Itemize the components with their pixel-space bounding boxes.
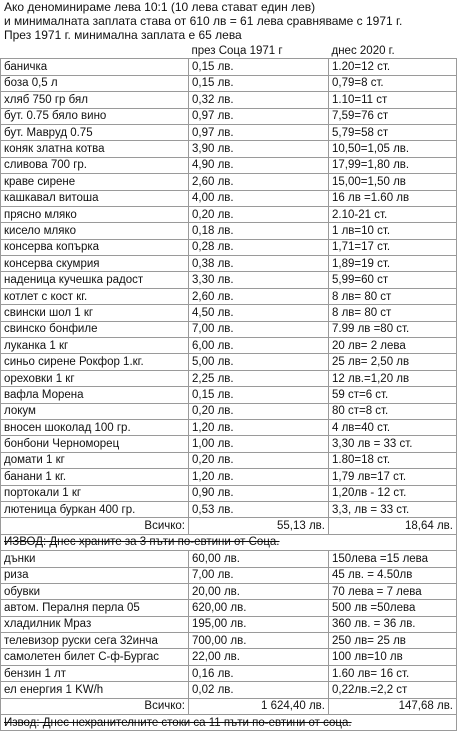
item-name: прясно мляко bbox=[1, 206, 189, 222]
price-2020: 5,79=58 ст bbox=[329, 124, 457, 140]
item-name: хладилник Мраз bbox=[1, 616, 189, 632]
price-2020: 1,71=17 ст. bbox=[329, 239, 457, 255]
price-1971: 0,97 лв. bbox=[189, 124, 329, 140]
item-name: ел енергия 1 KW/h bbox=[1, 682, 189, 698]
food-row bbox=[1, 256, 457, 272]
food-row bbox=[1, 469, 457, 485]
goods-row bbox=[1, 567, 457, 583]
total-1971: 55,13 лв. bbox=[189, 518, 329, 534]
price-2020: 360 лв. = 36 лв. bbox=[329, 616, 457, 632]
food-row bbox=[1, 501, 457, 517]
item-name: лютеница буркан 400 гр. bbox=[1, 501, 189, 517]
item-name: дънки bbox=[1, 551, 189, 567]
food-row bbox=[1, 141, 457, 157]
price-1971: 0,20 лв. bbox=[189, 403, 329, 419]
total-2020: 147,68 лв. bbox=[329, 698, 457, 714]
item-name: свински шол 1 кг bbox=[1, 305, 189, 321]
price-2020: 25 лв= 2,50 лв bbox=[329, 354, 457, 370]
price-1971: 2,25 лв. bbox=[189, 370, 329, 386]
price-2020: 1,20лв - 12 ст. bbox=[329, 485, 457, 501]
price-2020: 7.99 лв =80 ст. bbox=[329, 321, 457, 337]
price-2020: 0,22лв.=2,2 ст bbox=[329, 682, 457, 698]
item-name: вносен шоколад 100 гр. bbox=[1, 419, 189, 435]
price-1971: 7,00 лв. bbox=[189, 321, 329, 337]
food-row bbox=[1, 403, 457, 419]
price-1971: 0,32 лв. bbox=[189, 92, 329, 108]
price-2020: 3,30 лв = 33 ст. bbox=[329, 436, 457, 452]
food-row bbox=[1, 419, 457, 435]
price-2020: 1,89=19 ст. bbox=[329, 256, 457, 272]
item-name: боза 0,5 л bbox=[1, 75, 189, 91]
food-row bbox=[1, 436, 457, 452]
item-name: портокали 1 кг bbox=[1, 485, 189, 501]
item-name: коняк златна котва bbox=[1, 141, 189, 157]
food-row bbox=[1, 321, 457, 337]
goods-row bbox=[1, 682, 457, 698]
goods-row bbox=[1, 616, 457, 632]
price-1971: 0,20 лв. bbox=[189, 206, 329, 222]
intro-line-3: През 1971 г. минимална заплата е 65 лева bbox=[4, 28, 242, 42]
food-row bbox=[1, 354, 457, 370]
food-conclusion-row bbox=[1, 534, 457, 550]
price-1971: 4,50 лв. bbox=[189, 305, 329, 321]
item-name: котлет с кост кг. bbox=[1, 288, 189, 304]
header-2020: днес 2020 г. bbox=[329, 43, 457, 59]
food-row bbox=[1, 223, 457, 239]
item-name: бензин 1 лт bbox=[1, 665, 189, 681]
goods-row bbox=[1, 633, 457, 649]
price-2020: 250 лв= 25 лв bbox=[329, 633, 457, 649]
intro-line-1: Ако деноминираме лева 10:1 (10 лева стават един лев) bbox=[4, 0, 316, 14]
food-row bbox=[1, 370, 457, 386]
item-name: самолетен билет С-ф-Бургас bbox=[1, 649, 189, 665]
item-name: ореховки 1 кг bbox=[1, 370, 189, 386]
price-1971: 3,90 лв. bbox=[189, 141, 329, 157]
price-2020: 59 ст=6 ст. bbox=[329, 387, 457, 403]
price-1971: 195,00 лв. bbox=[189, 616, 329, 632]
price-2020: 100 лв=10 лв bbox=[329, 649, 457, 665]
food-row bbox=[1, 108, 457, 124]
price-1971: 1,20 лв. bbox=[189, 419, 329, 435]
item-name: синьо сирене Рокфор 1.кг. bbox=[1, 354, 189, 370]
item-name: краве сирене bbox=[1, 174, 189, 190]
price-1971: 3,30 лв. bbox=[189, 272, 329, 288]
price-2020: 1.20=12 ст. bbox=[329, 59, 457, 75]
goods-total-row bbox=[1, 698, 457, 714]
item-name: бут. Мавруд 0.75 bbox=[1, 124, 189, 140]
price-1971: 0,02 лв. bbox=[189, 682, 329, 698]
food-row bbox=[1, 174, 457, 190]
price-1971: 2,60 лв. bbox=[189, 174, 329, 190]
item-name: консерва скумрия bbox=[1, 256, 189, 272]
price-1971: 6,00 лв. bbox=[189, 338, 329, 354]
price-1971: 700,00 лв. bbox=[189, 633, 329, 649]
price-1971: 0,90 лв. bbox=[189, 485, 329, 501]
item-name: свинско бонфиле bbox=[1, 321, 189, 337]
price-1971: 0,18 лв. bbox=[189, 223, 329, 239]
goods-conclusion-row bbox=[1, 715, 457, 731]
item-name: автом. Пералня перла 05 bbox=[1, 600, 189, 616]
price-2020: 5,99=60 ст bbox=[329, 272, 457, 288]
price-2020: 3,3, лв = 33 ст. bbox=[329, 501, 457, 517]
price-1971: 60,00 лв. bbox=[189, 551, 329, 567]
price-1971: 0,20 лв. bbox=[189, 452, 329, 468]
price-2020: 16 лв =1.60 лв bbox=[329, 190, 457, 206]
item-name: консерва копърка bbox=[1, 239, 189, 255]
price-table bbox=[0, 43, 457, 731]
item-name: наденица кучешка радост bbox=[1, 272, 189, 288]
price-1971: 0,15 лв. bbox=[189, 59, 329, 75]
price-2020: 45 лв. = 4.50лв bbox=[329, 567, 457, 583]
item-name: банани 1 кг. bbox=[1, 469, 189, 485]
price-1971: 0,38 лв. bbox=[189, 256, 329, 272]
price-2020: 1,79 лв=17 ст. bbox=[329, 469, 457, 485]
total-2020: 18,64 лв. bbox=[329, 518, 457, 534]
price-1971: 1,00 лв. bbox=[189, 436, 329, 452]
header-1971: през Соца 1971 г bbox=[189, 43, 329, 59]
header-row bbox=[1, 43, 457, 59]
price-1971: 0,53 лв. bbox=[189, 501, 329, 517]
price-2020: 8 лв= 80 ст bbox=[329, 288, 457, 304]
food-row bbox=[1, 206, 457, 222]
food-row bbox=[1, 92, 457, 108]
total-label: Всичко: bbox=[1, 698, 189, 714]
price-1971: 0,97 лв. bbox=[189, 108, 329, 124]
goods-row bbox=[1, 583, 457, 599]
price-2020: 15,00=1,50 лв bbox=[329, 174, 457, 190]
goods-row bbox=[1, 649, 457, 665]
price-2020: 150лева =15 лева bbox=[329, 551, 457, 567]
price-2020: 12 лв.=1,20 лв bbox=[329, 370, 457, 386]
food-row bbox=[1, 387, 457, 403]
price-2020: 10,50=1,05 лв. bbox=[329, 141, 457, 157]
price-1971: 1,20 лв. bbox=[189, 469, 329, 485]
total-1971: 1 624,40 лв. bbox=[189, 698, 329, 714]
price-2020: 70 лева = 7 лева bbox=[329, 583, 457, 599]
price-1971: 0,28 лв. bbox=[189, 239, 329, 255]
price-2020: 500 лв =50лева bbox=[329, 600, 457, 616]
price-1971: 0,15 лв. bbox=[189, 387, 329, 403]
item-name: баничка bbox=[1, 59, 189, 75]
food-row bbox=[1, 190, 457, 206]
food-row bbox=[1, 157, 457, 173]
total-label: Всичко: bbox=[1, 518, 189, 534]
goods-conclusion: Извод: Днес нехранителните стоки са 11 пъти по-евтини от соца. bbox=[1, 715, 457, 731]
price-1971: 4,90 лв. bbox=[189, 157, 329, 173]
price-2020: 80 ст=8 ст. bbox=[329, 403, 457, 419]
food-row bbox=[1, 75, 457, 91]
food-row bbox=[1, 59, 457, 75]
price-1971: 5,00 лв. bbox=[189, 354, 329, 370]
food-row bbox=[1, 452, 457, 468]
header-blank bbox=[1, 43, 189, 59]
item-name: риза bbox=[1, 567, 189, 583]
food-row bbox=[1, 338, 457, 354]
price-2020: 8 лв= 80 ст bbox=[329, 305, 457, 321]
price-1971: 20,00 лв. bbox=[189, 583, 329, 599]
price-2020: 1.10=11 ст bbox=[329, 92, 457, 108]
item-name: кисело мляко bbox=[1, 223, 189, 239]
goods-row bbox=[1, 600, 457, 616]
item-name: локум bbox=[1, 403, 189, 419]
price-2020: 1 лв=10 ст. bbox=[329, 223, 457, 239]
food-row bbox=[1, 124, 457, 140]
item-name: луканка 1 кг bbox=[1, 338, 189, 354]
price-1971: 620,00 лв. bbox=[189, 600, 329, 616]
food-row bbox=[1, 485, 457, 501]
price-2020: 7,59=76 ст bbox=[329, 108, 457, 124]
item-name: домати 1 кг bbox=[1, 452, 189, 468]
price-1971: 0,16 лв. bbox=[189, 665, 329, 681]
price-1971: 4,00 лв. bbox=[189, 190, 329, 206]
item-name: бонбони Черноморец bbox=[1, 436, 189, 452]
item-name: бут. 0.75 бяло вино bbox=[1, 108, 189, 124]
price-2020: 0,79=8 ст. bbox=[329, 75, 457, 91]
food-row bbox=[1, 288, 457, 304]
item-name: обувки bbox=[1, 583, 189, 599]
price-2020: 17,99=1,80 лв. bbox=[329, 157, 457, 173]
price-2020: 1.80=18 ст. bbox=[329, 452, 457, 468]
goods-row bbox=[1, 665, 457, 681]
food-total-row bbox=[1, 518, 457, 534]
intro-line-2: и минималната заплата става от 610 лв = 61 лева сравняваме с 1971 г. bbox=[4, 14, 403, 28]
price-1971: 2,60 лв. bbox=[189, 288, 329, 304]
price-2020: 20 лв= 2 лева bbox=[329, 338, 457, 354]
price-2020: 4 лв=40 ст. bbox=[329, 419, 457, 435]
price-1971: 7,00 лв. bbox=[189, 567, 329, 583]
price-2020: 2.10-21 ст. bbox=[329, 206, 457, 222]
food-row bbox=[1, 305, 457, 321]
price-1971: 22,00 лв. bbox=[189, 649, 329, 665]
item-name: сливова 700 гр. bbox=[1, 157, 189, 173]
item-name: хляб 750 гр бял bbox=[1, 92, 189, 108]
food-conclusion: ИЗВОД: Днес храните за 3 пъти по-евтини от Соца. bbox=[1, 534, 457, 550]
food-row bbox=[1, 239, 457, 255]
price-1971: 0,15 лв. bbox=[189, 75, 329, 91]
item-name: телевизор руски сега 32инча bbox=[1, 633, 189, 649]
food-row bbox=[1, 272, 457, 288]
goods-row bbox=[1, 551, 457, 567]
item-name: кашкавал витоша bbox=[1, 190, 189, 206]
price-2020: 1.60 лв= 16 ст. bbox=[329, 665, 457, 681]
item-name: вафла Морена bbox=[1, 387, 189, 403]
